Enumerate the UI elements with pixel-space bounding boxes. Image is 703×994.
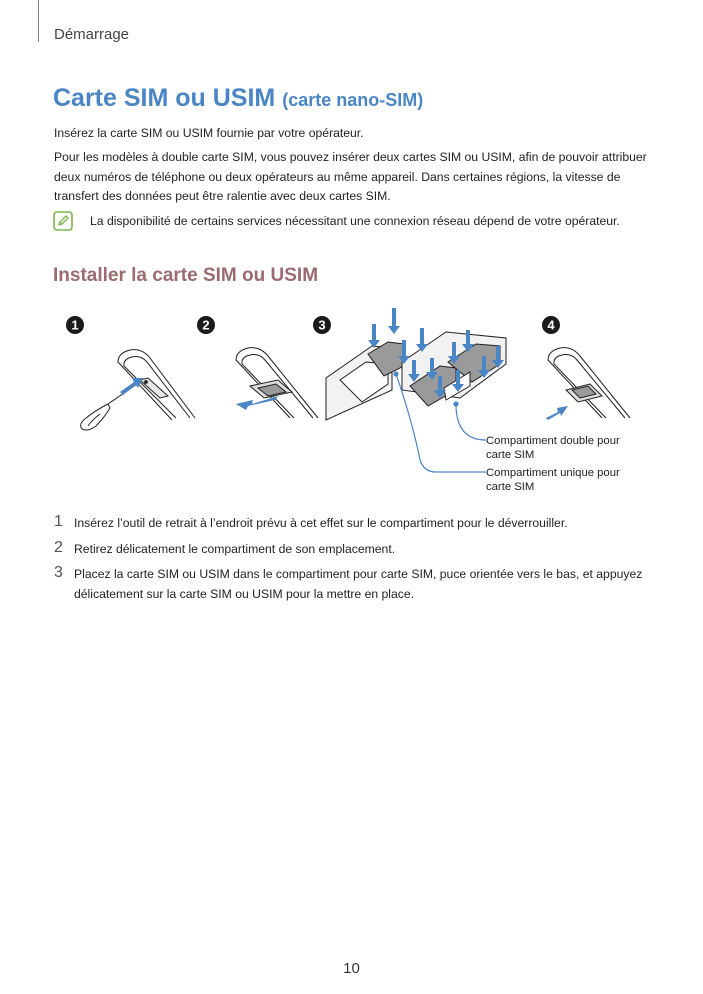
step-item-1 <box>54 514 654 534</box>
svg-text:1: 1 <box>71 317 79 333</box>
phone-with-eject-pin <box>81 350 195 430</box>
intro-paragraph: Insérez la carte SIM ou USIM fournie par votre opérateur. <box>54 126 364 140</box>
step-item-3 <box>54 565 654 604</box>
step-number: 1 <box>54 513 63 530</box>
tray-in-arrow <box>546 406 568 420</box>
svg-text:2: 2 <box>202 317 210 333</box>
page-number: 10 <box>343 960 360 977</box>
step-item-2 <box>54 540 654 560</box>
callout-single-tray: Compartiment unique pour carte SIM <box>486 467 620 493</box>
chapter-header: Démarrage <box>54 26 130 43</box>
step-badge-3 <box>313 316 331 334</box>
page-title <box>53 84 423 113</box>
step-badge-4 <box>542 316 560 334</box>
pin-arrow <box>120 378 143 395</box>
step-text: Retirez délicatement le compartiment de son emplacement. <box>74 541 396 556</box>
title-sub: (carte nano-SIM) <box>282 90 424 110</box>
step-badge-1 <box>66 316 84 334</box>
step-text: Placez la carte SIM ou USIM dans le compartiment pour carte SIM, puce orientée vers le bas, et appuyez délicatement sur la carte SIM ou USIM pour la mettre en place. <box>74 567 643 601</box>
section-title: Installer la carte SIM ou USIM <box>53 265 319 286</box>
dual-sim-paragraph: Pour les modèles à double carte SIM, vous pouvez insérer deux cartes SIM ou USIM, afin de pouvoir attribuer deux numéros de téléphone ou deux opérateurs au même appareil. Dans certaines régions, la vitesse de transfert des données peut être ralentie avec deux cartes SIM. <box>54 150 647 203</box>
header-rule <box>38 0 39 42</box>
step-number: 3 <box>54 564 63 581</box>
step-number: 2 <box>54 538 63 556</box>
svg-text:3: 3 <box>318 317 326 333</box>
callout-dual-tray: Compartiment double pour carte SIM <box>486 435 620 461</box>
svg-text:4: 4 <box>547 317 555 333</box>
step-badge-2 <box>197 316 215 334</box>
note-pencil-icon <box>53 211 73 231</box>
step-text: Insérez l’outil de retrait à l’endroit prévu à cet effet sur le compartiment pour le déverrouiller. <box>74 516 568 530</box>
note-text: La disponibilité de certains services nécessitant une connexion réseau dépend de votre opérateur. <box>90 214 620 228</box>
tray-out-arrow <box>236 396 278 410</box>
steps-list <box>54 514 654 610</box>
phone-tray-removed <box>236 348 318 418</box>
title-main: Carte SIM ou USIM <box>53 84 276 112</box>
